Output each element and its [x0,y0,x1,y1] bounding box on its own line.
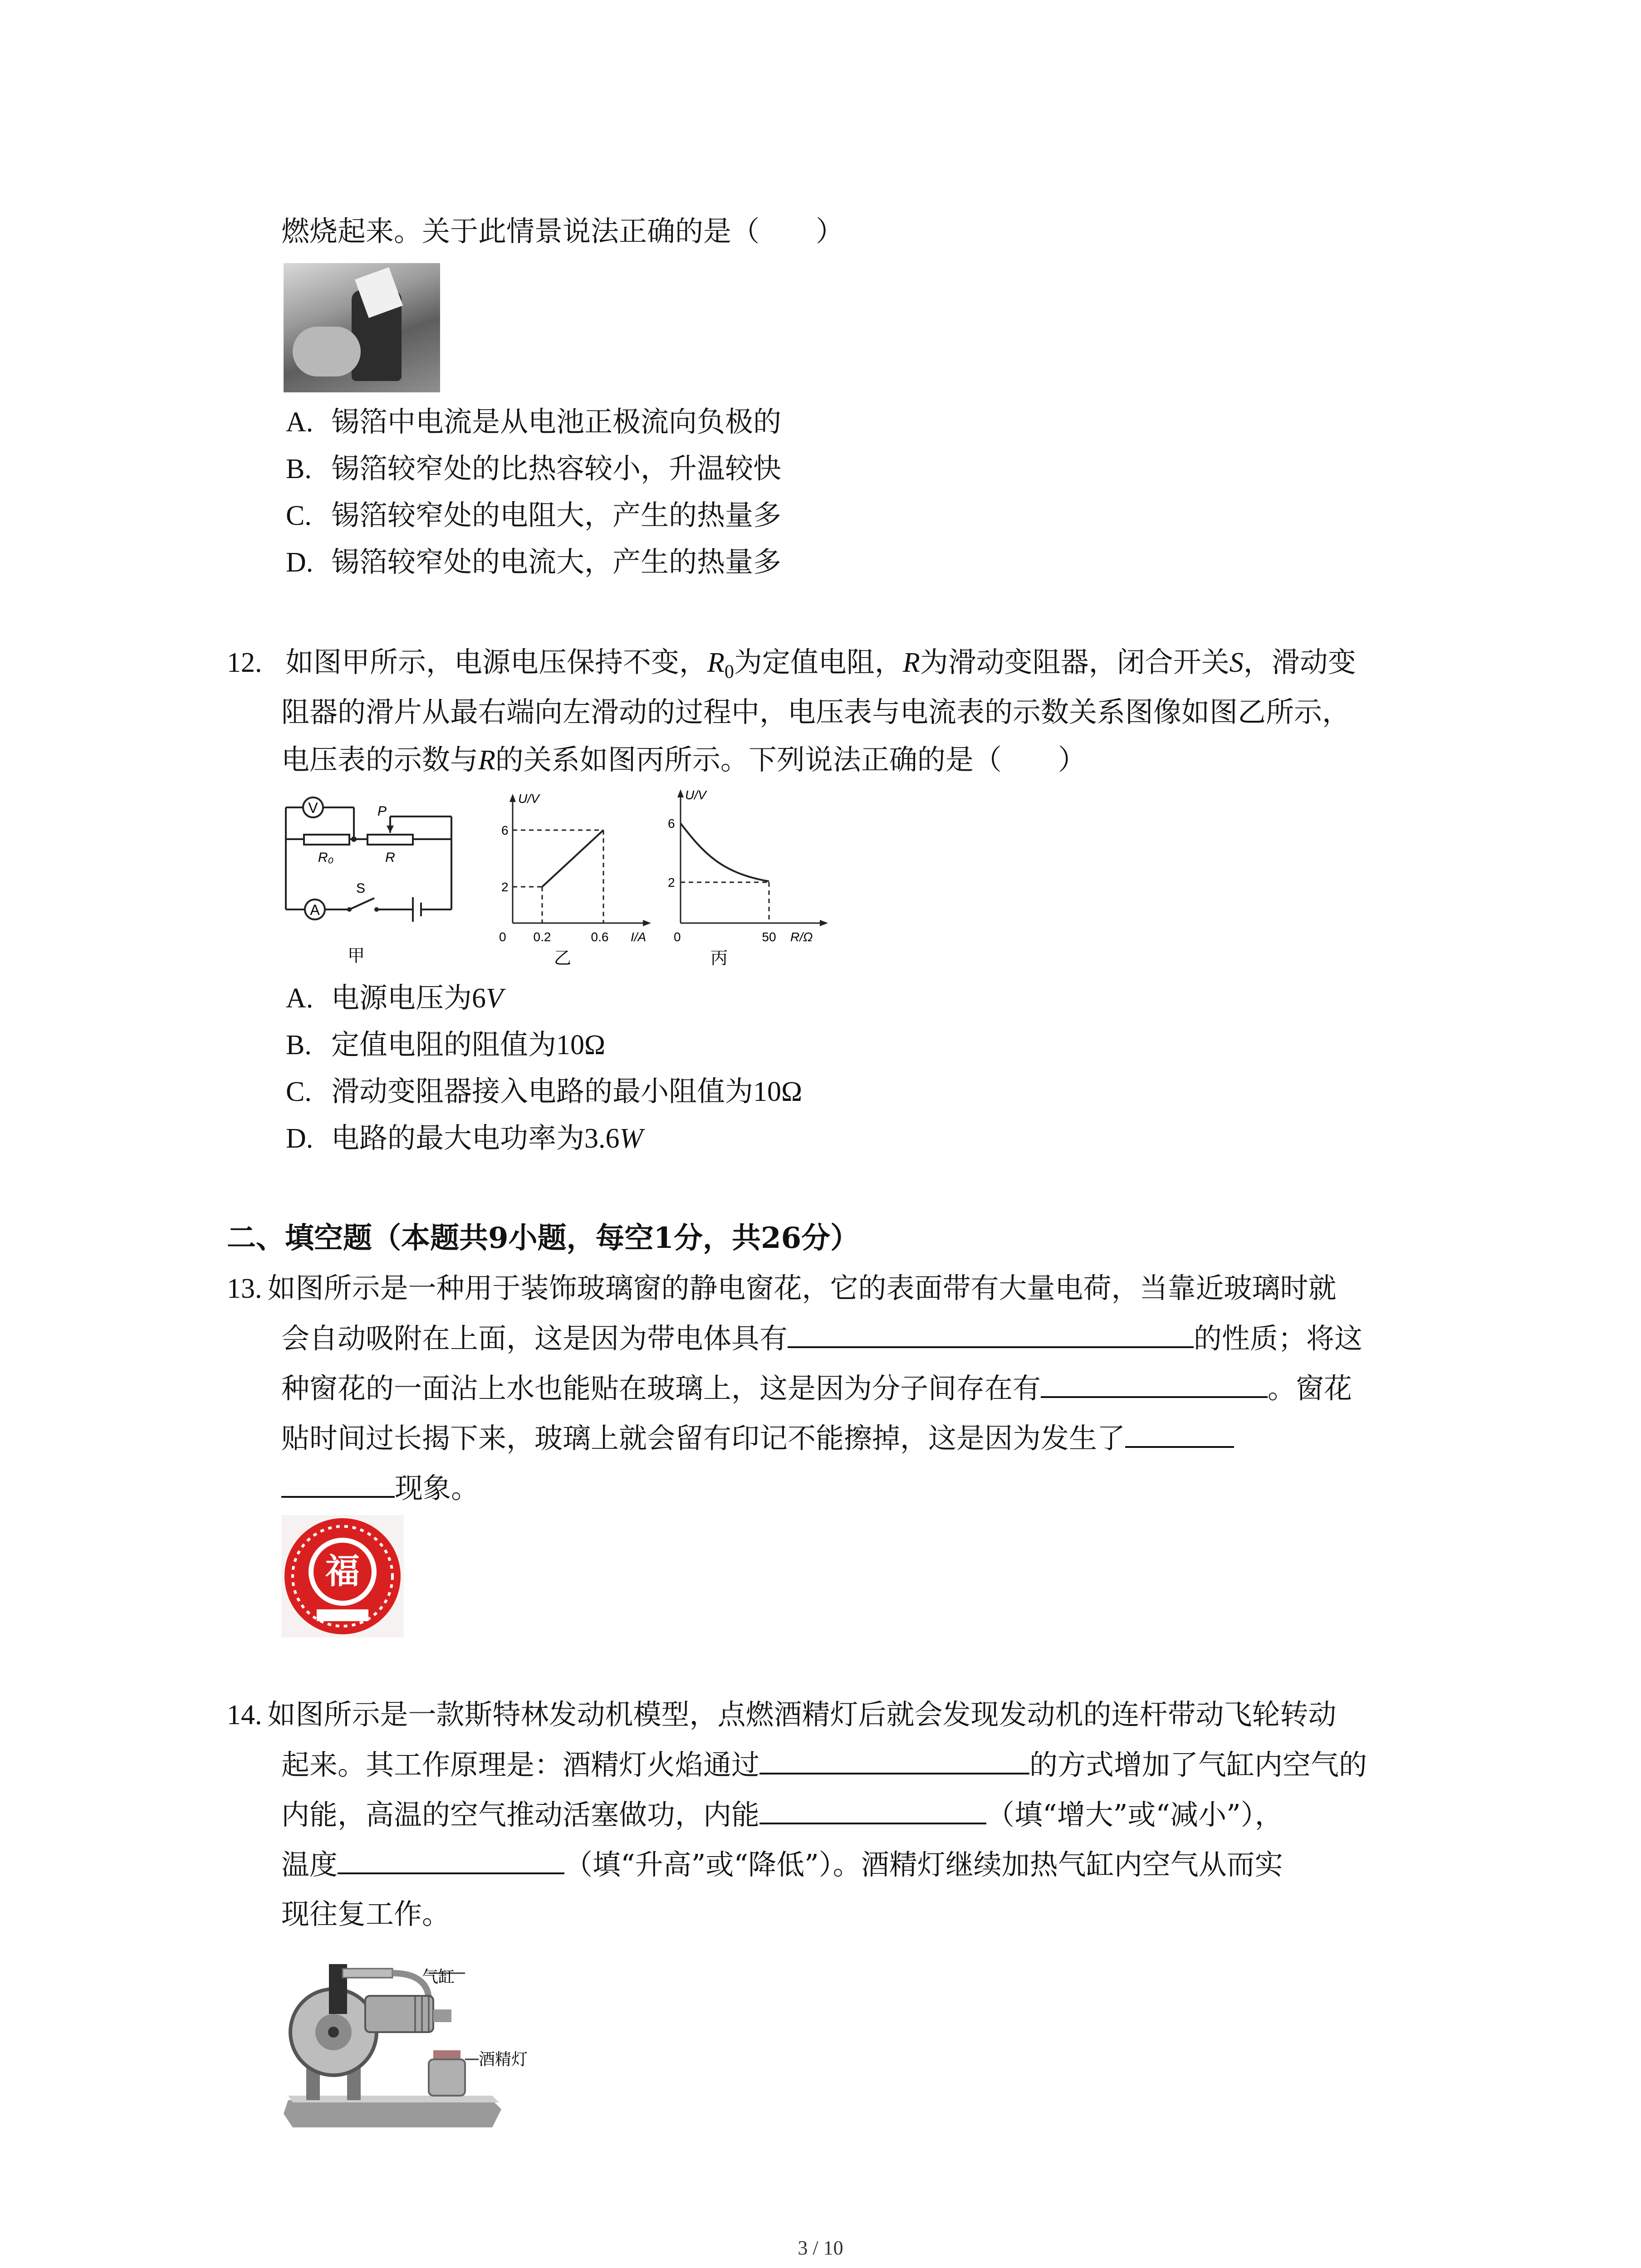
q13-blank-2[interactable] [1041,1370,1268,1398]
q14-blank-2[interactable] [759,1796,986,1824]
q12-circuit-diagram [277,789,467,971]
q13-line5: 现象。 [281,1470,479,1506]
q13-blank-3a[interactable] [1125,1420,1234,1448]
q11-stem-tail: 燃烧起来。关于此情景说法正确的是（ ） [281,215,844,248]
yi-origin: 0 [499,930,506,944]
switch-s-label: S [356,881,366,896]
q12-option-a[interactable]: A. 电源电压为6V [286,981,503,1014]
yi-xtick-0.6: 0.6 [591,930,609,944]
q11-option-d[interactable]: D. 锡箔较窄处的电流大，产生的热量多 [286,545,782,578]
q13-blank-3b[interactable] [281,1470,395,1498]
q14-line2: 起来。其工作原理是：酒精灯火焰通过 的方式增加了气缸内空气的 [281,1746,1367,1783]
q14-line1: 14. 如图所示是一款斯特林发动机模型，点燃酒精灯后就会发现发动机的连杆带动飞轮转动 [227,1698,1337,1731]
yi-xlabel: I/A [631,930,647,944]
q11-option-c[interactable]: C. 锡箔较窄处的电阻大，产生的热量多 [286,499,782,532]
r0-label: R₀ [318,850,334,865]
q12-line2: 阻器的滑片从最右端向左滑动的过程中，电压表与电流表的示数关系图像如图乙所示， [281,695,1351,728]
q14-blank-1[interactable] [759,1746,1029,1774]
q11-option-a[interactable]: A. 锡箔中电流是从电池正极流向负极的 [286,405,782,438]
slider-p-label: P [377,804,387,819]
q14-line5: 现往复工作。 [281,1897,451,1931]
q11-option-b[interactable]: B. 锡箔较窄处的比热容较小，升温较快 [286,452,782,485]
bing-xtick-50: 50 [762,930,776,944]
q12-ui-graph [495,789,658,971]
q13-line2: 会自动吸附在上面，这是因为带电体具有 的性质；将这 [281,1320,1362,1357]
q14-line3: 内能，高温的空气推动活塞做功，内能 （填“增大”或“减小”）， [281,1796,1283,1833]
yi-ylabel: U/V [518,792,539,806]
r-label: R [385,850,395,865]
q12-ur-graph [662,785,835,971]
yi-xtick-0.2: 0.2 [533,930,551,944]
page-number: 3 / 10 [798,2237,843,2259]
q14-stirling-engine-image [279,1946,574,2136]
q12-option-c[interactable]: C. 滑动变阻器接入电路的最小阻值为10Ω [286,1075,803,1108]
q11-photo [284,263,440,392]
q14-line4: 温度 （填“升高”或“降低”）。酒精灯继续加热气缸内空气从而实 [281,1846,1283,1883]
q12-line1: 12. 如图甲所示，电源电压保持不变，$R_0$为定值电阻，R为滑动变阻器，闭合开关S，滑动变 [227,645,1356,683]
q12-option-d[interactable]: D. 电路的最大电功率为3.6W [286,1121,643,1154]
q12-line3: 电压表的示数与R的关系如图丙所示。下列说法正确的是（ ） [281,743,1086,776]
q13-blank-1[interactable] [788,1320,1194,1348]
q13-line1: 13. 如图所示是一种用于装饰玻璃窗的静电窗花，它的表面带有大量电荷，当靠近玻璃时就 [227,1271,1337,1305]
q13-window-flower-image [281,1515,404,1637]
q14-blank-3[interactable] [338,1846,564,1874]
yi-ytick-6: 6 [501,823,509,837]
fig-jia-caption: 甲 [347,947,365,966]
q13-line4: 贴时间过长揭下来，玻璃上就会留有印记不能擦掉，这是因为发生了 [281,1420,1234,1457]
bing-xlabel: R/Ω [790,930,813,944]
yi-ytick-2: 2 [501,880,509,894]
voltmeter-label: V [308,800,318,816]
section-2-title: 二、填空题（本题共9小题，每空1分，共26分） [227,1221,860,1255]
bing-origin: 0 [674,930,681,944]
fig-bing-caption: 丙 [710,949,728,968]
bing-ylabel: U/V [685,788,706,802]
q12-option-b[interactable]: B. 定值电阻的阻值为10Ω [286,1028,606,1061]
bing-ytick-2: 2 [668,875,675,890]
ammeter-label: A [310,902,320,918]
label-cylinder: 气缸 [422,1968,455,1986]
label-alcohol-lamp: 酒精灯 [479,2050,528,2069]
q13-line3: 种窗花的一面沾上水也能贴在玻璃上，这是因为分子间存在有 。窗花 [281,1370,1352,1407]
fig-yi-caption: 乙 [554,949,572,968]
fu-character: 福 [325,1551,360,1591]
bing-ytick-6: 6 [668,816,675,831]
